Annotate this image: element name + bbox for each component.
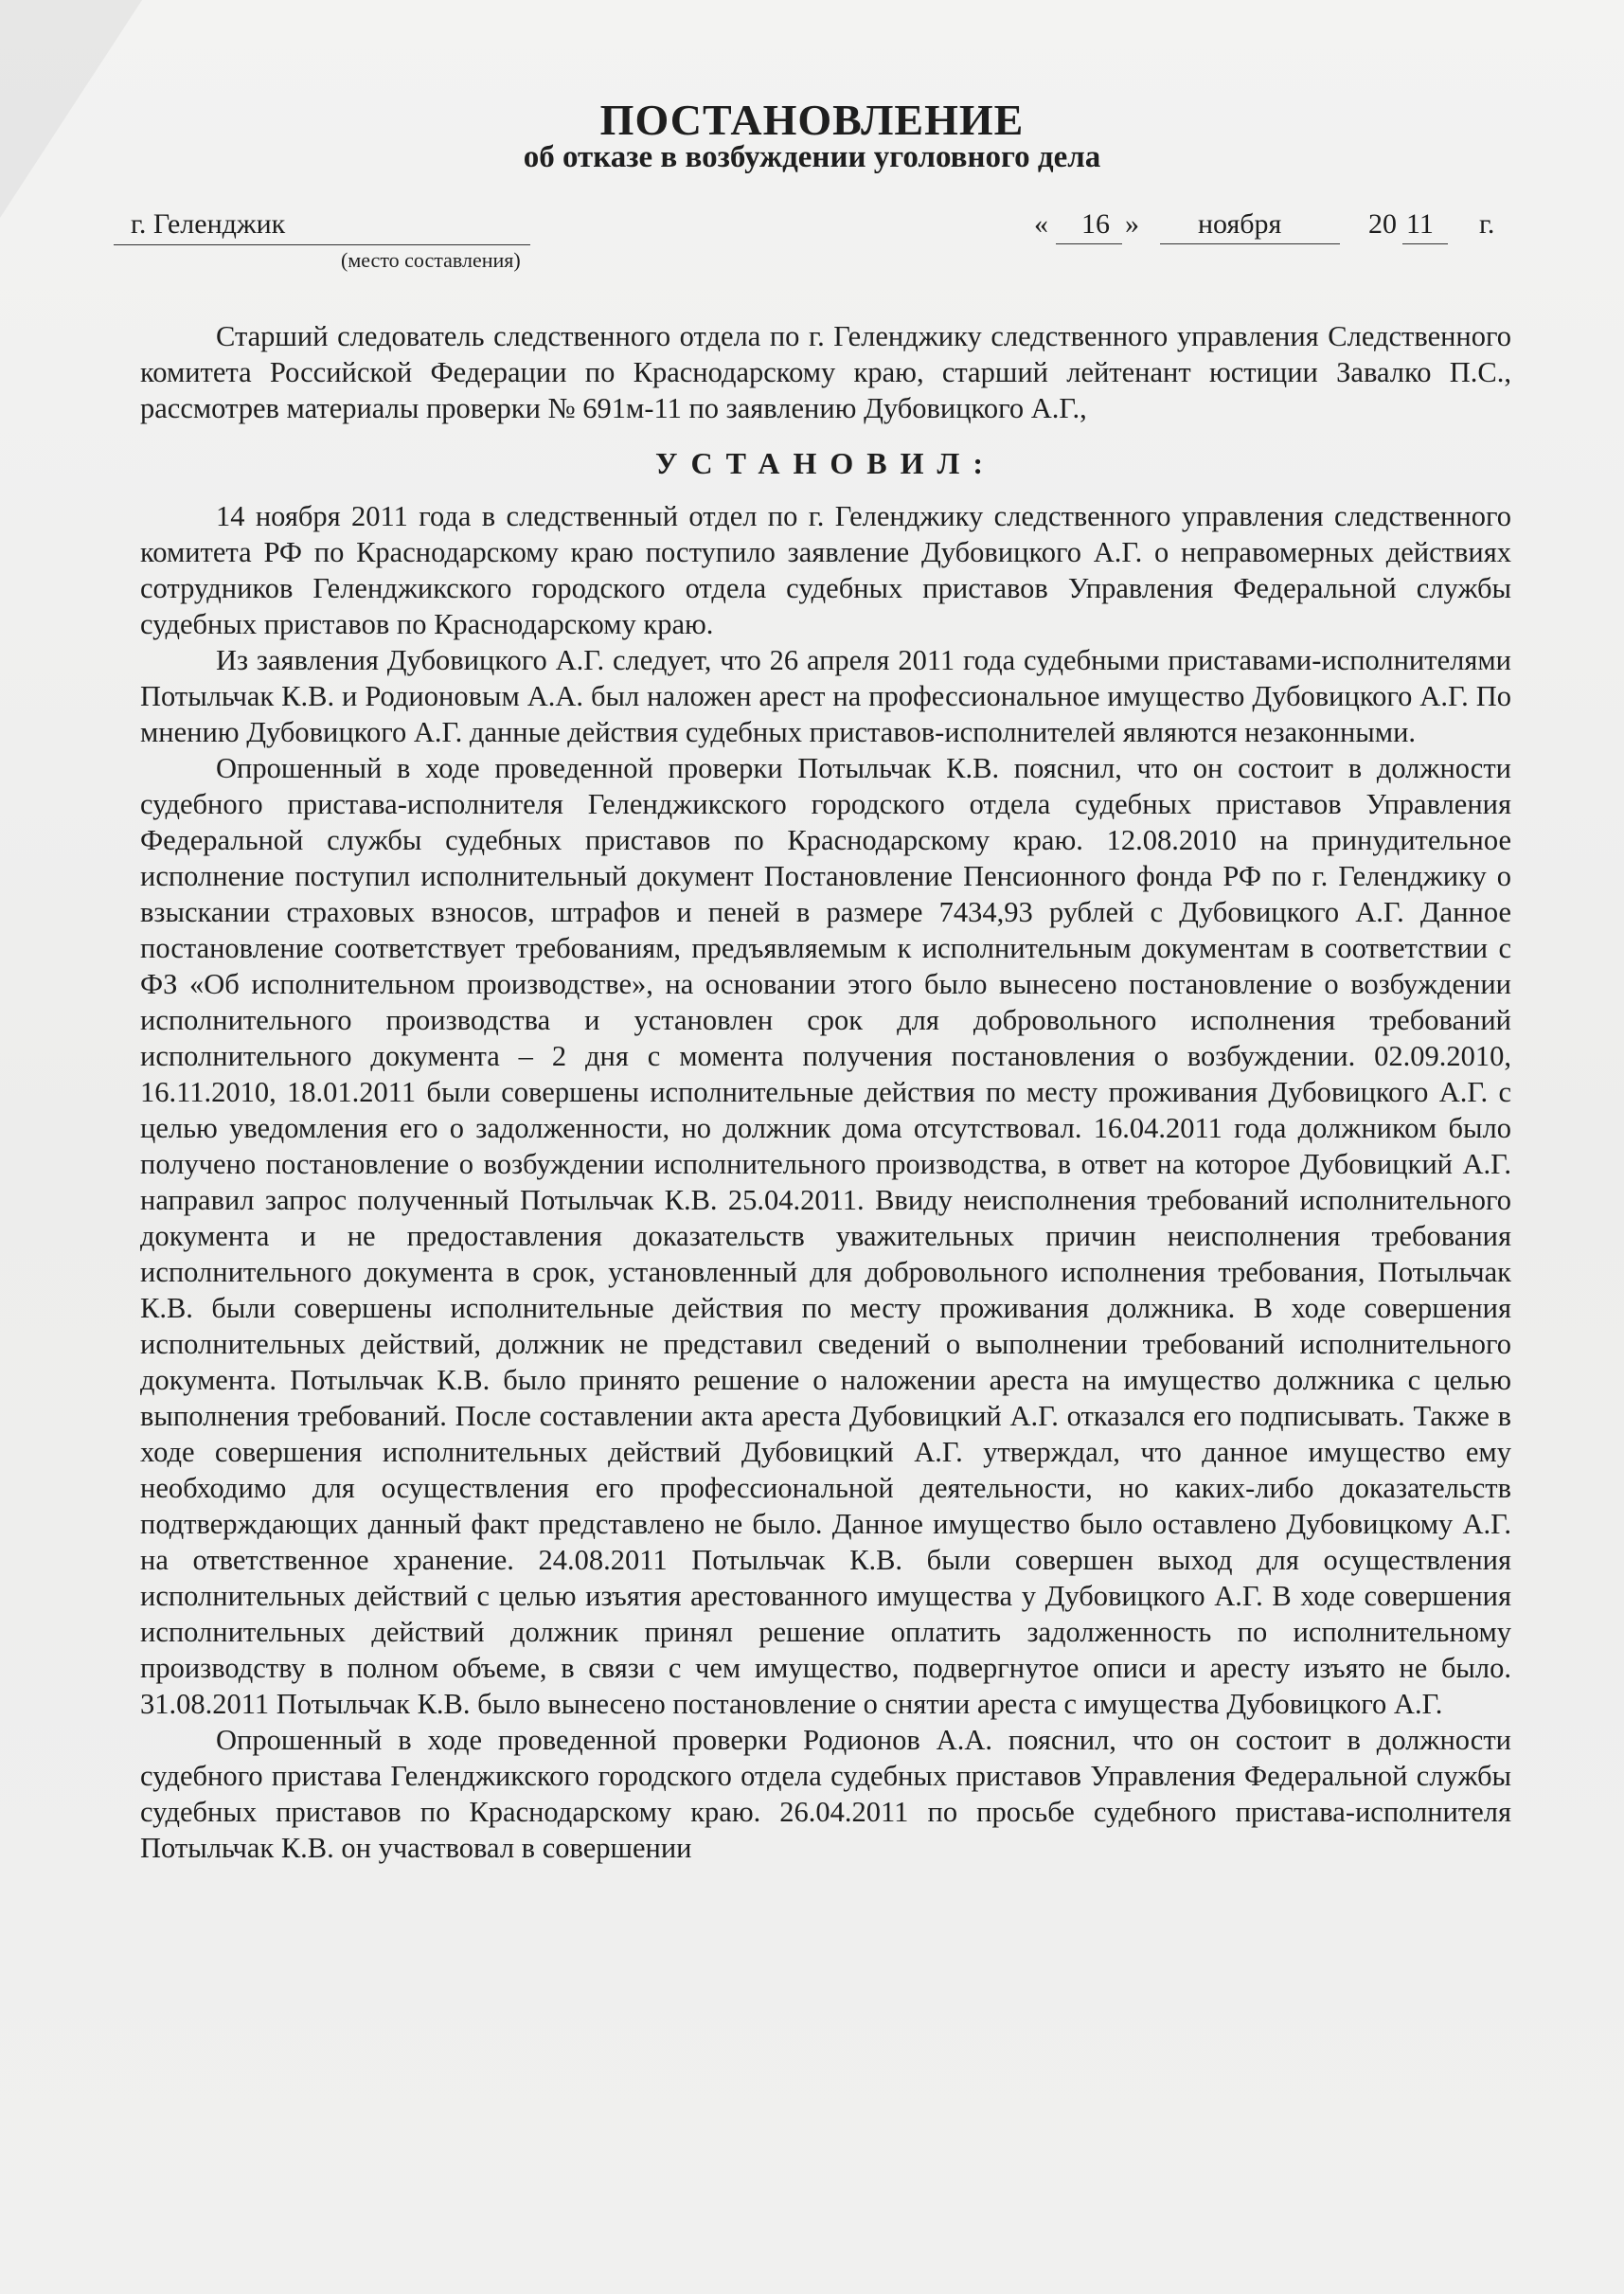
document-subtitle: об отказе в возбуждении уголовного дела [523, 140, 1101, 174]
date-year-prefix: 20 [1368, 208, 1397, 240]
date-day-underline [1056, 243, 1122, 244]
date-year-underline [1402, 243, 1448, 244]
date-year-suffix: 11 [1406, 208, 1434, 240]
body-paragraph: Из заявления Дубовицкого А.Г. следует, что 26 апреля 2011 года судебными приставами-исполнителями Потыльчак К.В. и Родионовым А.А. был наложен арест на профессиональное имущество Дубовицкого А.Г. По мнению Дубовицкого А.Г. данные действия судебных приставов-исполнителей являются незаконными. [140, 644, 1511, 748]
document-title: ПОСТАНОВЛЕНИЕ [599, 96, 1025, 144]
place-of-issue: г. Геленджик [131, 208, 286, 240]
place-hint: (место составления) [341, 248, 521, 272]
intro-paragraph: Старший следователь следственного отдела по г. Геленджику следственного управления Следственного комитета Российской Федерации по Краснодарскому краю, старший лейтенант юстиции Завалко П.С., рассмотрев материалы проверки № 691м-11 по заявлению Дубовицкого А.Г., [140, 320, 1511, 424]
date-month-underline [1160, 243, 1340, 244]
section-heading: УСТАНОВИЛ: [655, 446, 996, 480]
document-body [140, 318, 1511, 1866]
body-paragraph: Опрошенный в ходе проведенной проверки Родионов А.А. пояснил, что он состоит в должности судебного пристава Геленджикского городского отдела судебных приставов Управления Федеральной службы судебных приставов по Краснодарскому краю. 26.04.2011 по просьбе судебного пристава-исполнителя Потыльчак К.В. он участвовал в совершении [140, 1724, 1511, 1864]
body-paragraph: 14 ноября 2011 года в следственный отдел по г. Геленджику следственного управления следственного комитета РФ по Краснодарскому краю поступило заявление Дубовицкого А.Г. о неправомерных действиях сотрудников Геленджикского городского отдела судебных приставов Управления Федеральной службы судебных приставов по Краснодарскому краю. [140, 500, 1511, 640]
date-year-unit: г. [1479, 208, 1495, 240]
date-month: ноября [1198, 208, 1282, 240]
date-close-quote: » [1125, 208, 1139, 240]
date-open-quote: « [1034, 208, 1048, 240]
place-underline [114, 244, 530, 245]
body-paragraph: Опрошенный в ходе проведенной проверки Потыльчак К.В. пояснил, что он состоит в должности судебного пристава-исполнителя Геленджикского городского отдела судебных приставов Управления Федеральной службы судебных приставов по Краснодарскому краю. 12.08.2010 на принудительное исполнение поступил исполнительный документ Постановление Пенсионного фонда РФ по г. Геленджику о взыскании страховых взносов, штрафов и пеней в размере 7434,93 рублей с Дубовицкого А.Г. Данное постановление соответствует требованиям, предъявляемым к исполнительным документам в соответствии с ФЗ «Об исполнительном производстве», на основании этого было вынесено постановление о возбуждении исполнительного производства и установлен срок для добровольного исполнения требований исполнительного документа – 2 дня с момента получения постановления о возбуждении. 02.09.2010, 16.11.2010, 18.01.2011 были совершены исполнительные действия по месту проживания Дубовицкого А.Г. с целью уведомления его о задолженности, но должник дома отсутствовал. 16.04.2011 года должником было получено постановление о возбуждении исполнительного производства, в ответ на которое Дубовицкий А.Г. направил запрос полученный Потыльчак К.В. 25.04.2011. Ввиду неисполнения требований исполнительного документа и не предоставления доказательств уважительных причин неисполнения требования исполнительного документа в срок, установленный для добровольного исполнения требования, Потыльчак К.В. были совершены исполнительные действия по месту проживания должника. В ходе совершения исполнительных действий, должник не представил сведений о выполнении требований исполнительного документа. Потыльчак К.В. было принято решение о наложении ареста на имущество должника с целью выполнения требований. После составлении акта ареста Дубовицкий А.Г. отказался его подписывать. Также в ходе совершения исполнительных действий Дубовицкий А.Г. утверждал, что данное имущество ему необходимо для осуществления его профессиональной деятельности, но каких-либо доказательств подтверждающих данный факт представлено не было. Данное имущество было оставлено Дубовицкому А.Г. на ответственное хранение. 24.08.2011 Потыльчак К.В. были совершен выход для осуществления исполнительных действий с целью изъятия арестованного имущества у Дубовицкого А.Г. В ходе совершения исполнительных действий должник принял решение оплатить задолженность по исполнительному производству в полном объеме, в связи с чем имущество, подвергнутое описи и аресту изъято не было. 31.08.2011 Потыльчак К.В. было вынесено постановление о снятии ареста с имущества Дубовицкого А.Г. [140, 752, 1511, 1720]
date-day: 16 [1081, 208, 1110, 240]
